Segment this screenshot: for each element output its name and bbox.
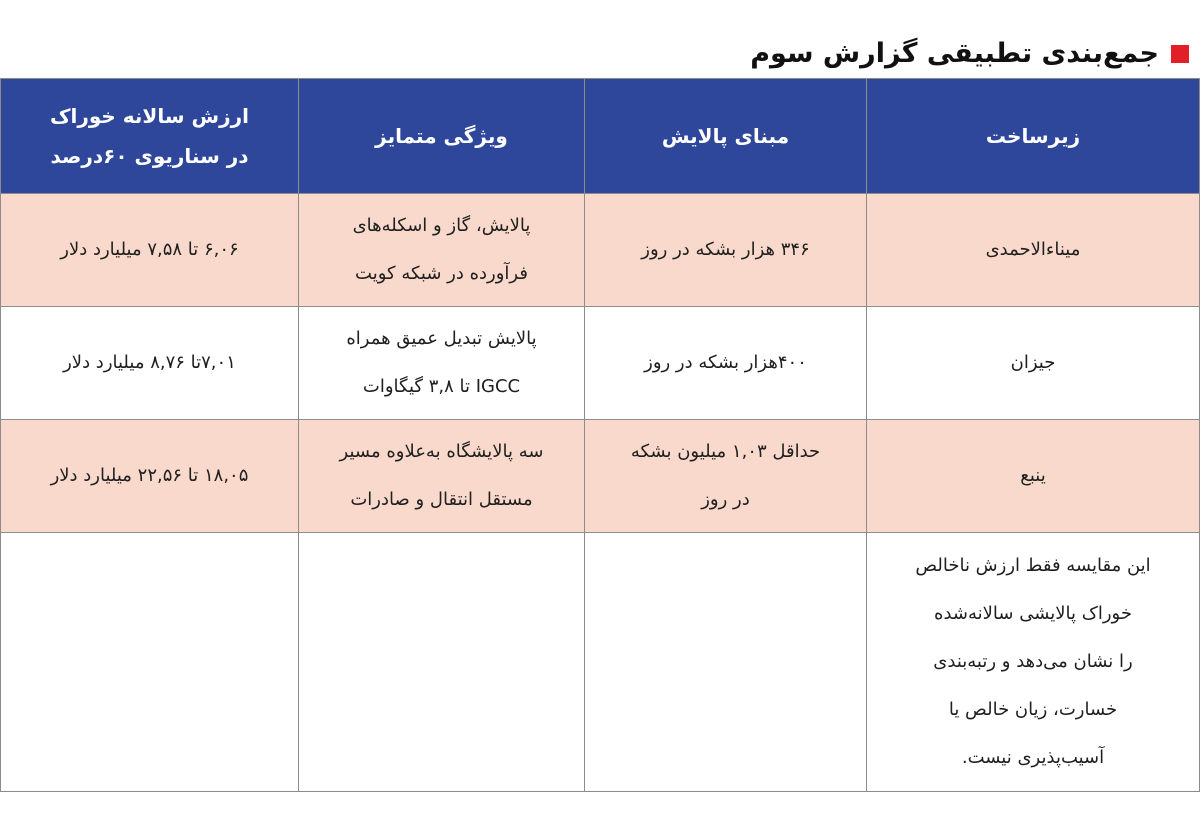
empty-cell — [299, 533, 585, 792]
header-infrastructure — [867, 79, 1200, 194]
header-distinctive-feature — [299, 79, 585, 194]
cell-text-line: ینبع — [1020, 465, 1046, 486]
cell-text-line: ۷,۰۱تا ۸,۷۶ میلیارد دلار — [63, 352, 236, 373]
cell-distinctive-feature — [299, 307, 585, 420]
cell-text-line: حداقل ۱,۰۳ میلیون بشکه — [630, 441, 821, 462]
table-row — [1, 194, 1200, 307]
cell-text-line: ۳۴۶ هزار بشکه در روز — [641, 239, 810, 260]
cell-text-line: پالایش تبدیل عمیق همراه — [346, 328, 537, 349]
table-row — [1, 307, 1200, 420]
cell-text-line: زیرساخت — [985, 124, 1081, 148]
cell-text-line: ارزش سالانه خوراک — [50, 104, 249, 128]
cell-refining-basis — [585, 420, 867, 533]
cell-text-line: را نشان می‌دهد و رتبه‌بندی — [933, 651, 1133, 672]
cell-text-line: ۶,۰۶ تا ۷,۵۸ میلیارد دلار — [60, 239, 239, 260]
empty-cell — [585, 533, 867, 792]
title-marker-square — [1171, 45, 1189, 63]
cell-distinctive-feature — [299, 194, 585, 307]
cell-text-line: آسیب‌پذیری نیست. — [961, 747, 1105, 768]
note-row — [1, 533, 1200, 792]
cell-text-line: ۱۸,۰۵ تا ۲۲,۵۶ میلیارد دلار — [50, 465, 249, 486]
cell-text-line: فرآورده در شبکه کویت — [355, 263, 528, 284]
cell-text-line: پالایش، گاز و اسکله‌های — [352, 215, 531, 236]
cell-refining-basis — [585, 307, 867, 420]
cell-text-line: خوراک پالایشی سالانه‌شده — [934, 603, 1132, 624]
header-annual-feed-value — [1, 79, 299, 194]
cell-text-line: مستقل انتقال و صادرات — [350, 489, 533, 510]
cell-text-line: خسارت، زیان خالص یا — [948, 699, 1118, 720]
cell-annual-feed-value — [1, 307, 299, 420]
note-cell — [867, 533, 1200, 792]
cell-annual-feed-value — [1, 420, 299, 533]
cell-infrastructure — [867, 420, 1200, 533]
cell-refining-basis — [585, 194, 867, 307]
cell-distinctive-feature — [299, 420, 585, 533]
header-refining-basis — [585, 79, 867, 194]
table-header-row — [1, 79, 1200, 194]
cell-text-line: در سناریوی ۶۰درصد — [50, 144, 249, 168]
cell-text-line: سه پالایشگاه به‌علاوه مسیر — [339, 441, 544, 462]
cell-annual-feed-value — [1, 194, 299, 307]
cell-text-line: این مقایسه فقط ارزش ناخالص — [915, 555, 1151, 576]
cell-text-line: ویژگی متمایز — [375, 124, 508, 148]
cell-text-line: ۴۰۰هزار بشکه در روز — [644, 352, 807, 373]
cell-infrastructure — [867, 194, 1200, 307]
cell-text-line: IGCC تا ۳,۸ گیگاوات — [362, 376, 521, 397]
cell-text-line: مبنای پالایش — [661, 124, 790, 148]
cell-text-line: در روز — [701, 489, 750, 510]
table-row — [1, 420, 1200, 533]
cell-infrastructure — [867, 307, 1200, 420]
section-title — [750, 36, 1189, 72]
comparison-table — [0, 78, 1200, 792]
page-title: جمع‌بندی تطبیقی گزارش سوم — [750, 38, 1159, 69]
empty-cell — [1, 533, 299, 792]
cell-text-line: جیزان — [1010, 352, 1056, 373]
cell-text-line: میناءالاحمدی — [985, 239, 1081, 260]
